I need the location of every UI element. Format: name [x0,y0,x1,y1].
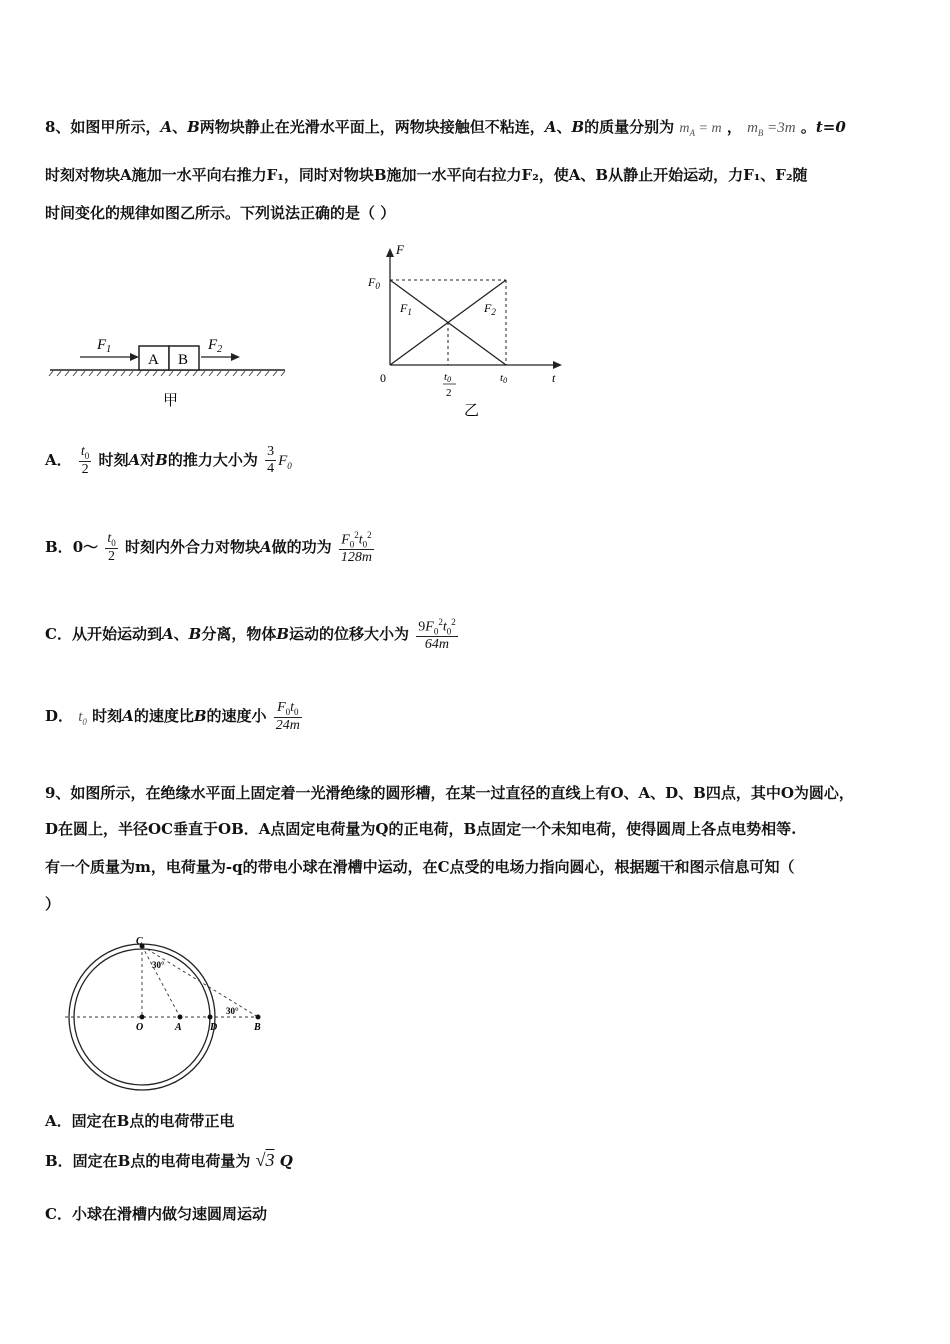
mass-a: $m_A = m$ [679,121,722,138]
q9-option-b: B．固定在B点的电荷电荷量为 √3 Q [45,1150,293,1170]
q8-option-a: A． $\frac{t_0}{2}$ 时刻A对B的推力大小为 $\frac{3}{4}$ $F_0$ [45,444,292,477]
label-o: O [136,1022,144,1033]
q8-intro-c: 的质量分别为 [584,118,675,136]
figure-q9 [60,935,280,1095]
label-f2: $F_2$ [208,337,223,355]
label-c: C [136,936,143,947]
point-a [178,1015,183,1020]
t0-tick-label: t0 [500,372,508,385]
angle-label-b: 30° [226,1006,239,1016]
f0-label: $F_0$ [368,275,380,291]
q8-line2: 时刻对物块A施加一水平向右推力F₁，同时对物块B施加一水平向右拉力F₂，使A、B从静止开始运动，力F₁、F₂随 [45,166,808,184]
frac-three-quarter: $\frac{3}{4}$ [267,444,275,477]
q9-option-a: A．固定在B点的电荷带正电 [45,1112,235,1130]
frac-work: $\frac{F_0^2t_0^2}{128m}$ [340,530,373,566]
caption-yi: 乙 [464,403,480,419]
frac-t0-half-b: $\frac{t_0}{2}$ [107,531,116,565]
figure-yi [360,240,575,420]
q9-line4: ） [45,895,61,913]
sqrt-three: √3 [255,1150,275,1170]
q9-option-c: C．小球在滑槽内做匀速圆周运动 [45,1205,267,1223]
mass-b: $m_B =3m$ [747,120,796,138]
frac-t0-half-a: $\frac{t_0}{2}$ [80,444,90,477]
half-t0-num: t0 [444,371,452,384]
q9-line1: 9、如图所示，在绝缘水平面上固定着一光滑绝缘的圆形槽，在某一过直径的直线上有O、A、D、B四点，其中O为圆心， [45,784,854,802]
f1-curve-label: $F_1$ [400,301,412,317]
line-cb [142,946,258,1017]
frac-displacement: $\frac{9F_0^2t_0^2}{64m}$ [418,617,456,653]
point-o [140,1015,145,1020]
q8-intro-b: 两物块静止在光滑水平面上，两物块接触但不粘连， [199,118,545,136]
caption-jia: 甲 [163,393,179,409]
q8-option-b: B．0～ $\frac{t_0}{2}$ 时刻内外合力对物块A做的功为 $\frac{F_0^2t_0^2}{128m}$ [45,530,373,566]
point-b [256,1015,261,1020]
q8-intro: 8、如图甲所示， [45,118,161,136]
label-f1: $F_1$ [97,337,112,355]
frac-velocity: $\frac{F_0t_0}{24m}$ [275,700,300,733]
block-b-label: B [178,352,189,368]
q8-line3: 时间变化的规律如图乙所示。下列说法正确的是（ ） [45,204,396,222]
q8-line1: 8、如图甲所示，A、B两物块静止在光滑水平面上，两物块接触但不粘连，A、B的质量分别为 $m_A = m$ ， $m_B =3m$ 。t=0 [45,118,846,138]
figure-jia [45,245,295,415]
label-d: D [210,1022,218,1033]
x-axis-label: t [552,371,556,385]
f2-curve-label: $F_2$ [484,301,496,317]
y-axis-label: F [396,242,404,257]
q9-line3: 有一个质量为m，电荷量为-q的带电小球在滑槽中运动，在C点受的电场力指向圆心，根据题干和图示信息可知（ [45,858,795,876]
label-a: A [175,1022,182,1033]
angle-label-c: 30° [152,960,165,970]
ground-hatch [49,371,285,376]
q8-option-c: C．从开始运动到A、B分离，物体B运动的位移大小为 $\frac{9F_0^2t_0^2}{64m}$ [45,617,456,653]
q8-option-d: D． $t_0$ 时刻A的速度比B的速度小 $\frac{F_0t_0}{24m}$ [45,700,300,733]
point-d [208,1015,213,1020]
t-zero: t=0 [815,118,846,136]
half-t0-den: 2 [446,387,452,399]
q9-line2: D在圆上，半径OC垂直于OB．A点固定电荷量为Q的正电荷，B点固定一个未知电荷，使得圆周上各点电势相等. [45,820,797,838]
label-b: B [254,1022,261,1033]
block-a-label: A [148,352,159,368]
origin-label: 0 [380,371,386,385]
